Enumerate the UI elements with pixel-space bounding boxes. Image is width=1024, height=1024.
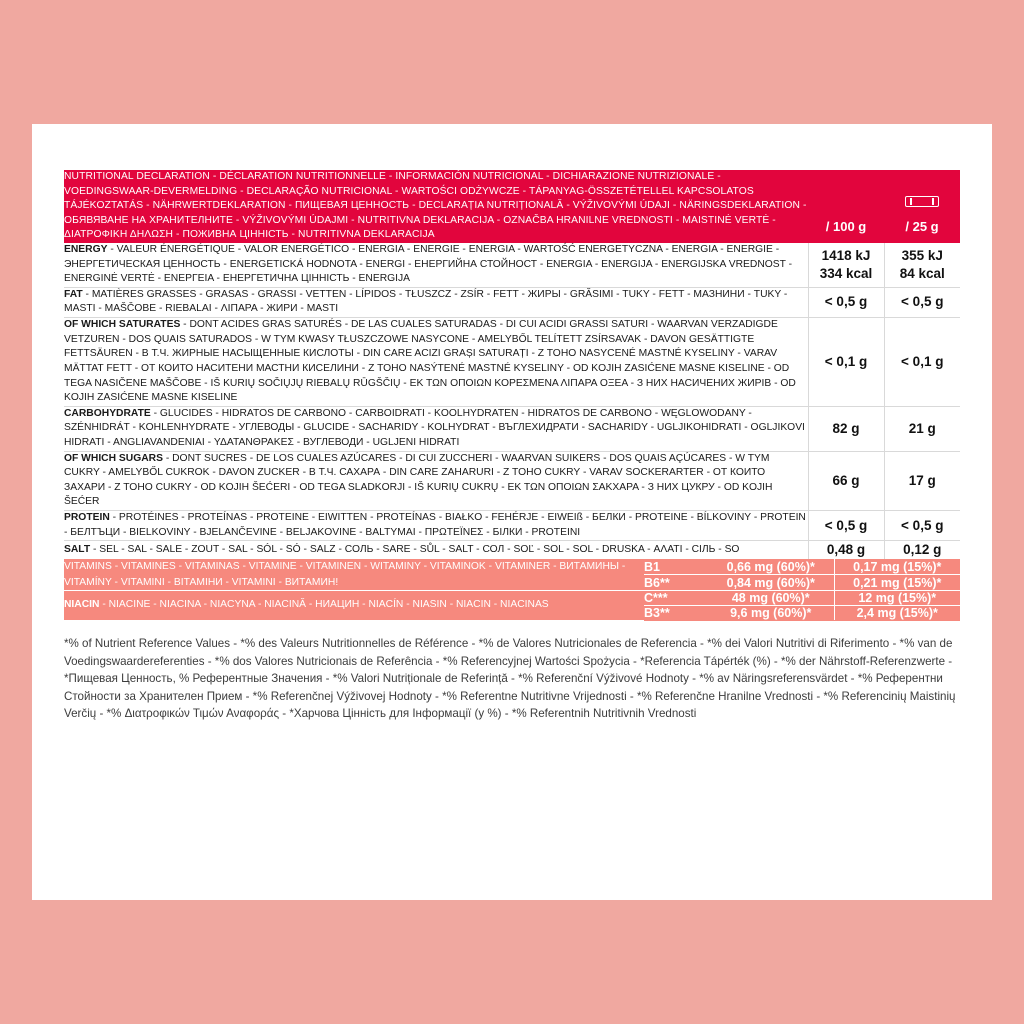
vitamin-name-b3: B3** bbox=[644, 606, 670, 621]
vitamin-b1-25g: 0,17 mg (15%)* bbox=[834, 559, 960, 574]
row-name-energy: ENERGY bbox=[64, 244, 108, 256]
niacin-translations: - NIACINE - NIACINA - NIACYNA - NIACINĂ - НИАЦИН - NIACÍN - NIASIN - NIACIN - NIACINAS bbox=[99, 599, 549, 611]
row-translations-energy: - VALEUR ÉNERGÉTIQUE - VALOR ENERGÉTICO - ENERGIA - ENERGIE - ENERGIA - WARTOŚĆ ENERGETYCZNA - ENERGIA - ENERGIE - ЭНЕРГЕТИЧЕСКАЯ ЦЕННОСТЬ - ENERGETICKÁ HODNOTA - ENERGI - ЕНЕРГИЙНА СТОЙНОСТ - ENERGIA - ENERGIJA - ENERGIJSKA VREDNOST - ENERGINĖ VERTĖ - ΕΝΕΡΓΕΙΑ - ЕНЕРГЕТИЧНА ЦІННІСТЬ - ENERGIJA bbox=[64, 244, 793, 285]
vitamin-row-b1 bbox=[64, 559, 960, 574]
vitamins-table bbox=[64, 559, 960, 620]
vitamin-row-c bbox=[64, 591, 960, 606]
column-header-per-100g bbox=[808, 170, 884, 243]
row-value-energy-100g bbox=[808, 243, 884, 287]
row-value-fat-100g: < 0,5 g bbox=[808, 287, 884, 317]
table-row bbox=[64, 243, 960, 287]
column-header-per-portion bbox=[884, 170, 960, 243]
row-name-protein: PROTEIN bbox=[64, 512, 110, 524]
vitamin-c-25g: 12 mg (15%)* bbox=[834, 591, 960, 606]
vitamin-b6-25g: 0,21 mg (15%)* bbox=[834, 575, 960, 591]
row-name-saturates: OF WHICH SATURATES bbox=[64, 319, 181, 331]
row-value-energy-25g bbox=[884, 243, 960, 287]
row-translations-fat: - MATIÈRES GRASSES - GRASAS - GRASSI - VETTEN - LÍPIDOS - TŁUSZCZ - ZSÍR - FETT - ЖИРЫ - GRĂSIMI - TUKY - FETT - МАЗНИНИ - TUKY - MASTI - MAŠČOBE - RIEBALAI - ΛΙΠΑΡΑ - ЖИРИ - MASTI bbox=[64, 288, 788, 315]
row-label-protein bbox=[64, 511, 808, 541]
column-header-per-100g-label: / 100 g bbox=[825, 219, 867, 235]
row-translations-carbohydrate: - GLUCIDES - HIDRATOS DE CARBONO - CARBOIDRATI - KOOLHYDRATEN - HIDRATOS DE CARBONO - WĘGLOWODANY - SZÉNHIDRÁT - KOHLENHYDRATE - УГЛЕВОДЫ - GLUCIDE - SACHARIDY - KOLHYDRAT - ВЪГЛЕХИДРАТИ - SACHARIDY - UGLJIKOHIDRATI - OGLJIKOVI HIDRATI - ANGLIAVANDENIAI - ΥΔΑΤΑΝΘΡΑΚΕΣ - ВУГЛЕВОДИ - UGLJENI HIDRATI bbox=[64, 407, 805, 448]
row-value-sugars-100g: 66 g bbox=[808, 451, 884, 510]
vitamins-block bbox=[64, 559, 960, 620]
table-row bbox=[64, 318, 960, 407]
row-name-fat: FAT bbox=[64, 288, 83, 300]
row-label-energy bbox=[64, 243, 808, 287]
vitamin-b3-100g: 9,6 mg (60%)* bbox=[730, 606, 812, 621]
row-value-sugars-25g: 17 g bbox=[884, 451, 960, 510]
row-label-salt bbox=[64, 541, 808, 560]
row-name-salt: SALT bbox=[64, 544, 91, 556]
table-row bbox=[64, 451, 960, 510]
row-label-sugars bbox=[64, 451, 808, 510]
nutrient-reference-footnote: *% of Nutrient Reference Values - *% des Valeurs Nutritionnelles de Référence - *% de Valores Nutricionales de Referencia - *% dei Valori Nutritivi di Riferimento - *% van de Voedingswaardereferenties - *% dos Valores Nutricionais de Referência - *% Referencyjnej Wartości Spożycia - *Referencia Tápérték (%) - *% der Nährstoff-Referenzwerte - *Пищевая Ценность, % Референтные Значения - *% Valori Nutriționale de Referință - *% Referenční Výživové Hodnoty - *% av Näringsreferensvärdet - *% Референтни Стойности за Хранителен Прием - *% Referenčnej Výživovej Hodnoty - *% Referentne Nutritivne Vrijednosti - *% Referenčne Hranilne Vrednosti - *% Referencinių Maistinių Verčių - *% Διατροφικών Τιμών Αναφοράς - *Харчова Цінність для Інформації (у %) - *% Referentnih Nutritivnih Vrednosti bbox=[64, 637, 956, 721]
row-value-energy-100g-kcal: 334 kcal bbox=[819, 265, 873, 281]
row-translations-protein: - PROTÉINES - PROTEÍNAS - PROTEINE - EIWITTEN - PROTEÍNAS - BIAŁKO - FEHÉRJE - EIWEIß - БЕЛКИ - PROTEINE - BÍLKOVINY - PROTEIN - БЕЛТЪЦИ - BIELKOVINY - BJELANČEVINE - BELJAKOVINE - BALTYMAI - ΠΡΩΤΕΪΝΕΣ - БІЛКИ - PROTEINI bbox=[64, 512, 806, 538]
row-label-carbohydrate bbox=[64, 406, 808, 451]
row-value-protein-100g: < 0,5 g bbox=[808, 511, 884, 541]
table-row bbox=[64, 511, 960, 541]
table-header-row bbox=[64, 170, 960, 243]
row-value-energy-100g-kj: 1418 kJ bbox=[821, 247, 871, 263]
row-value-energy-25g-kj: 355 kJ bbox=[901, 247, 943, 263]
table-row bbox=[64, 406, 960, 451]
vitamin-name-b1: B1 bbox=[644, 559, 708, 574]
vitamin-b6-100g: 0,84 mg (60%)* bbox=[708, 575, 834, 591]
row-value-saturates-25g: < 0,1 g bbox=[884, 318, 960, 407]
column-header-per-portion-label: / 25 g bbox=[905, 219, 939, 235]
row-label-fat bbox=[64, 287, 808, 317]
row-value-salt-100g: 0,48 g bbox=[808, 541, 884, 560]
table-row bbox=[64, 541, 960, 560]
row-name-sugars: OF WHICH SUGARS bbox=[64, 452, 163, 464]
row-value-fat-25g: < 0,5 g bbox=[884, 287, 960, 317]
niacin-name: NIACIN bbox=[64, 599, 100, 611]
row-translations-saturates: - DONT ACIDES GRAS SATURÉS - DE LAS CUALES SATURADAS - DI CUI ACIDI GRASSI SATURI - WAARVAN VERZADIGDE VETZUREN - DOS QUAIS SATURADOS - W TYM KWASY TŁUSZCZOWE NASYCONE - AMELYBŐL TELÍTETT ZSÍRSAVAK - DAVON GESÄTTIGTE FETTSÄUREN - В Т.Ч. ЖИРНЫЕ НАСЫЩЕННЫЕ КИСЛОТЫ - DIN CARE ACIZI GRAȘI SATURAȚI - Z TOHO NASYCENÉ MASTNÉ KYSELINY - VARAV MÄTTAT FETT - ОТ КОИТО НАСИТЕНИ МАСТНИ КИСЕЛИНИ - Z TOHO NASÝTENÉ MASTNÉ KYSELINY - OD KOJIH ZASIĆENE MASNE KISELINE - OD TEGA NASIČENE MAŠČOBE - IŠ KURIŲ SOČIŲJŲ RIEBALŲ RŪGŠČIŲ - ΕΚ ΤΩΝ ΟΠΟΙΩΝ ΚΟΡΕΣΜΕΝΑ ΛΙΠΑΡΑ ΟΞΕΑ - З НИХ НАСИЧЕНИХ ЖИРІВ - OD KOJIH ZASIĆENE MASNE KISELINE bbox=[64, 319, 796, 404]
header-spacer bbox=[808, 198, 884, 219]
row-value-carbohydrate-100g: 82 g bbox=[808, 406, 884, 451]
row-value-protein-25g: < 0,5 g bbox=[884, 511, 960, 541]
row-value-saturates-100g: < 0,1 g bbox=[808, 318, 884, 407]
vitamin-b3-25g: 2,4 mg (15%)* bbox=[834, 606, 960, 621]
nutritional-declaration-title: NUTRITIONAL DECLARATION - DÉCLARATION NUTRITIONNELLE - INFORMACIÓN NUTRICIONAL - DICHIARAZIONE NUTRIZIONALE - VOEDINGSWAAR-DEVERMELDING - DECLARAÇÃO NUTRICIONAL - WARTOŚCI ODŻYWCZE - TÁPANYAG-ÖSSZETÉTELLEL KAPCSOLATOS TÁJÉKOZTATÁS - NÄHRWERTDEKLARATION - ПИЩЕВАЯ ЦЕННОСТЬ - DECLARAȚIA NUTRIȚIONALĂ - VÝŽIVOVÝMI ÚDAJI - NÄRINGSDEKLARATION - ОБЯВЯВАНЕ НА ХРАНИТЕЛНИТЕ - VÝŽIVOVÝMI ÚDAJMI - NUTRITIVNA DEKLARACIJA - OZNAČBA HRANILNE VREDNOSTI - MAISTINĖ VERTĖ - ΔΙΑΤΡΟΦΙΚΗ ΔΗΛΩΣΗ - ПОЖИВНА ЦІННІСТЬ - NUTRITIVNA DEKLARACIJA bbox=[64, 170, 808, 243]
niacin-label bbox=[64, 591, 644, 621]
vitamin-name-b6: B6** bbox=[644, 575, 708, 591]
row-translations-salt: - SEL - SAL - SALE - ZOUT - SAL - SÓL - SÓ - SALZ - СОЛЬ - SARE - SŮL - SALT - СОЛ - SOĽ - SOL - SOL - DRUSKA - ΑΛΑΤΙ - СІЛЬ - SO bbox=[90, 544, 740, 556]
bar-pack-icon bbox=[905, 196, 939, 207]
row-value-salt-25g: 0,12 g bbox=[884, 541, 960, 560]
vitamins-label: VITAMINS - VITAMINES - VITAMINAS - VITAMINE - VITAMINEN - WITAMINY - VITAMINOK - VITAMINER - ВИТАМИНЫ - VITAMÍNY - VITAMINI - ВІТАМІНИ - VITAMINI - ВИТАМИН! bbox=[64, 559, 644, 590]
vitamin-name-c: C*** bbox=[644, 591, 708, 606]
nutrition-label-panel bbox=[32, 124, 992, 900]
row-name-carbohydrate: CARBOHYDRATE bbox=[64, 407, 151, 419]
vitamin-c-100g: 48 mg (60%)* bbox=[708, 591, 834, 606]
row-value-carbohydrate-25g: 21 g bbox=[884, 406, 960, 451]
table-row bbox=[64, 287, 960, 317]
nutrition-table-wrapper bbox=[64, 170, 960, 621]
row-translations-sugars: - DONT SUCRES - DE LOS CUALES AZÚCARES - DI CUI ZUCCHERI - WAARVAN SUIKERS - DOS QUAIS AÇÚCARES - W TYM CUKRY - AMELYBŐL CUKROK - DAVON ZUCKER - В Т.Ч. САХАРА - DIN CARE ZAHARURI - Z TOHO CUKRY - VARAV SOCKERARTER - ОТ КОИТО ЗАХАРИ - Z TOHO CUKRY - OD KOJIH ŠEĆERI - OD TEGA SLADKORJI - IŠ KURIŲ CUKRŲ - ΕΚ ΤΩΝ ΟΠΟΙΩΝ ΣΑΚΧΑΡΑ - З НИХ ЦУКРУ - OD KOJIH ŠEĆER bbox=[64, 452, 773, 508]
nutrition-table bbox=[64, 170, 960, 559]
vitamin-b1-100g: 0,66 mg (60%)* bbox=[708, 559, 834, 574]
row-value-energy-25g-kcal: 84 kcal bbox=[899, 265, 945, 281]
row-label-saturates bbox=[64, 318, 808, 407]
